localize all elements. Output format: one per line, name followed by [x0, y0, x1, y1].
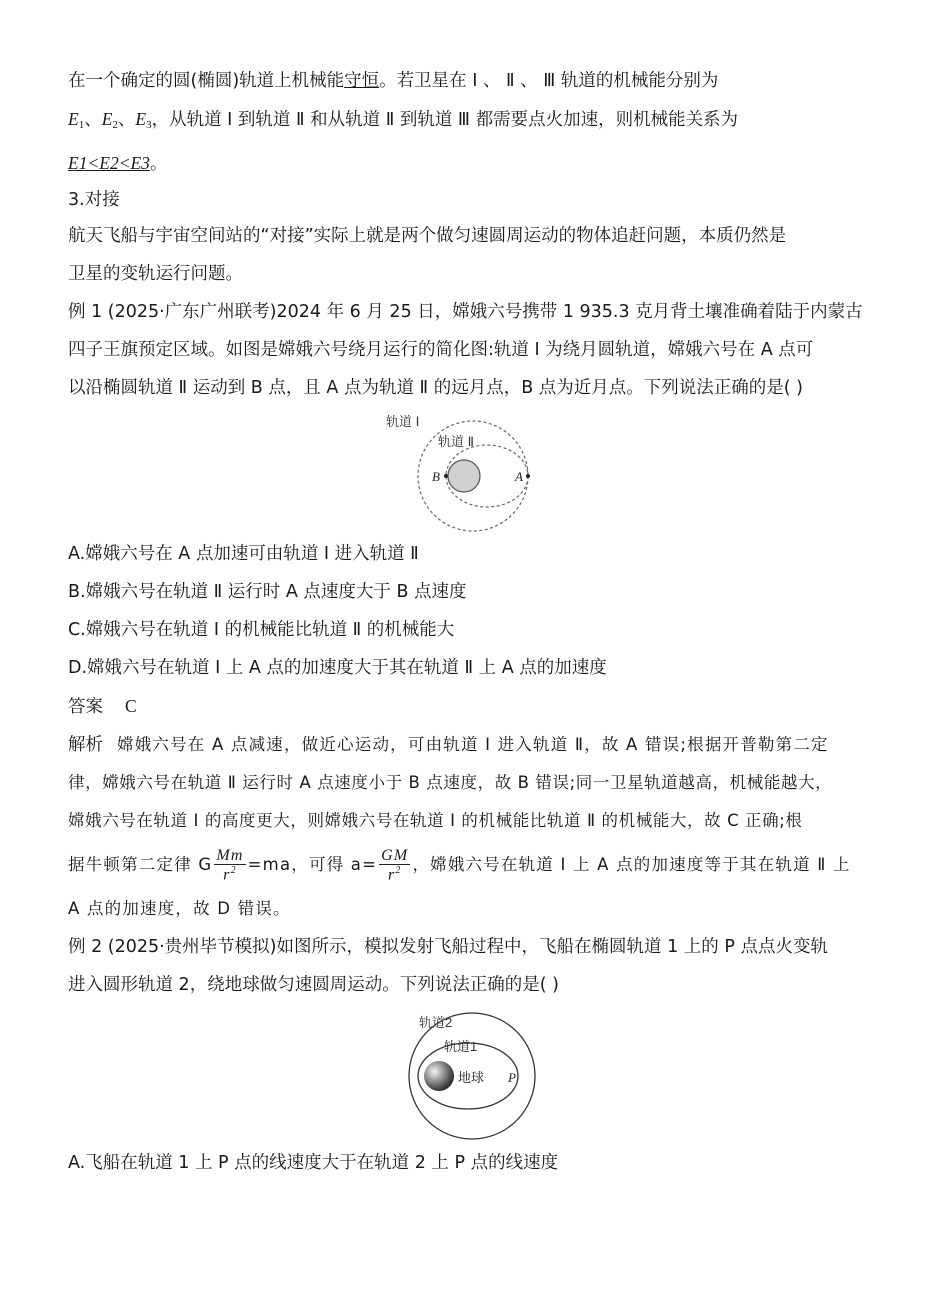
- fraction-numerator: Mm: [216, 846, 244, 864]
- orbit-2-label: 轨道2: [418, 1015, 452, 1030]
- symbol-e: E: [101, 109, 113, 129]
- separator: 、: [117, 110, 136, 130]
- answer-row: [68, 687, 883, 726]
- earth-orbit-diagram: [376, 1004, 576, 1144]
- intro-line-1: [68, 62, 883, 100]
- point-b-label: B: [431, 469, 440, 484]
- example2-option-a: A.飞船在轨道 1 上 P 点的线速度大于在轨道 2 上 P 点的线速度: [68, 1153, 559, 1173]
- energy-relation-answer: E1<E2<E3: [68, 153, 150, 173]
- document-page: [68, 62, 883, 1182]
- example1-line-3: 以沿椭圆轨道 Ⅱ 运动到 B 点，且 A 点为轨道 Ⅱ 的远月点，B 点为近月点。下列说法正确的是( ): [68, 378, 803, 398]
- analysis-line-1: [68, 726, 883, 764]
- analysis-line-2: 律，嫦娥六号在轨道 Ⅱ 运行时 A 点速度小于 B 点速度，故 B 错误;同一卫星轨道越高，机械能越大，: [68, 773, 833, 792]
- section-text-line-1: 航天飞船与宇宙空间站的“对接”实际上就是两个做匀速圆周运动的物体追赶问题，本质仍然是: [68, 226, 787, 246]
- section-text-line-2: 卫星的变轨运行问题。: [68, 264, 243, 284]
- fraction-denominator: $r^2$: [387, 865, 402, 884]
- symbol-e: E: [135, 109, 147, 129]
- underlined-answer: 守恒: [344, 71, 380, 91]
- fraction-mm-over-r2: [214, 847, 245, 885]
- orbit-1-label: 轨道1: [443, 1039, 477, 1054]
- intro-line-2: [68, 100, 883, 144]
- example1-figure: [68, 407, 883, 535]
- moon-icon: [448, 460, 480, 492]
- section-heading: 3.对接: [68, 190, 120, 210]
- earth-label: 地球: [457, 1070, 484, 1085]
- intro-text: 。若卫星在 Ⅰ 、 Ⅱ 、 Ⅲ 轨道的机械能分别为: [379, 71, 719, 91]
- fraction-gm-over-r2: [379, 847, 410, 885]
- analysis-line-3: 嫦娥六号在轨道 Ⅰ 的高度更大，则嫦娥六号在轨道 Ⅰ 的机械能比轨道 Ⅱ 的机械能大，故 C 正确;根: [68, 811, 803, 830]
- answer-value: C: [125, 696, 137, 716]
- analysis-text: 据牛顿第二定律 G: [68, 855, 213, 874]
- intro-text: 在一个确定的圆(椭圆)轨道上机械能: [68, 71, 345, 91]
- analysis-text: =ma，可得 a=: [247, 855, 378, 874]
- analysis-text: 嫦娥六号在 A 点减速，做近心运动，可由轨道 Ⅰ 进入轨道 Ⅱ，故 A 错误;根据开普勒第二定: [117, 735, 829, 754]
- intro-text: ，从轨道 Ⅰ 到轨道 Ⅱ 和从轨道 Ⅱ 到轨道 Ⅲ 都需要点火加速，则机械能关系为: [151, 110, 739, 130]
- example1-line-2: 四子王旗预定区域。如图是嫦娥六号绕月运行的简化图:轨道 Ⅰ 为绕月圆轨道，嫦娥六号在 A 点可: [68, 340, 814, 360]
- separator: 、: [84, 110, 102, 130]
- answer-label: 答案: [68, 697, 103, 717]
- orbit-2-label: 轨道 Ⅱ: [437, 434, 474, 449]
- analysis-label: 解析: [68, 735, 103, 755]
- example1-option-b: B.嫦娥六号在轨道 Ⅱ 运行时 A 点速度大于 B 点速度: [68, 582, 467, 602]
- fraction-numerator: GM: [381, 846, 409, 864]
- fraction-denominator-text: r: [223, 866, 231, 884]
- point-b-marker: [444, 474, 448, 478]
- example1-option-c: C.嫦娥六号在轨道 Ⅰ 的机械能比轨道 Ⅱ 的机械能大: [68, 620, 455, 640]
- earth-icon: [424, 1061, 454, 1091]
- example1-line-1: 例 1 (2025·广东广州联考)2024 年 6 月 25 日，嫦娥六号携带 1 935.3 克月背土壤准确着陆于内蒙古: [68, 302, 863, 322]
- lunar-orbit-diagram: [376, 407, 576, 535]
- point-p-label: P: [507, 1070, 516, 1085]
- symbol-e: E: [68, 109, 79, 129]
- analysis-text: ，嫦娥六号在轨道 Ⅰ 上 A 点的加速度等于其在轨道 Ⅱ 上: [412, 855, 851, 874]
- intro-text: 。: [149, 154, 168, 174]
- point-a-marker: [526, 474, 530, 478]
- fraction-denominator: $r^2$: [223, 865, 237, 884]
- example1-option-d: D.嫦娥六号在轨道 Ⅰ 上 A 点的加速度大于其在轨道 Ⅱ 上 A 点的加速度: [68, 658, 607, 678]
- intro-line-3: [68, 144, 883, 183]
- analysis-line-4: [68, 840, 883, 890]
- subscript: 1: [78, 119, 85, 131]
- subscript: 3: [146, 119, 152, 131]
- point-a-label: A: [514, 469, 523, 484]
- example2-figure: [68, 1004, 883, 1144]
- example2-line-2: 进入圆形轨道 2，绕地球做匀速圆周运动。下列说法正确的是( ): [68, 975, 559, 995]
- subscript: 2: [112, 119, 118, 131]
- orbit-1-label: 轨道 Ⅰ: [385, 414, 419, 429]
- fraction-denominator-text: r: [387, 866, 396, 884]
- example1-option-a: A.嫦娥六号在 A 点加速可由轨道 Ⅰ 进入轨道 Ⅱ: [68, 544, 419, 564]
- analysis-line-5: A 点的加速度，故 D 错误。: [68, 899, 291, 918]
- example2-line-1: 例 2 (2025·贵州毕节模拟)如图所示，模拟发射飞船过程中，飞船在椭圆轨道 1 上的 P 点点火变轨: [68, 937, 828, 957]
